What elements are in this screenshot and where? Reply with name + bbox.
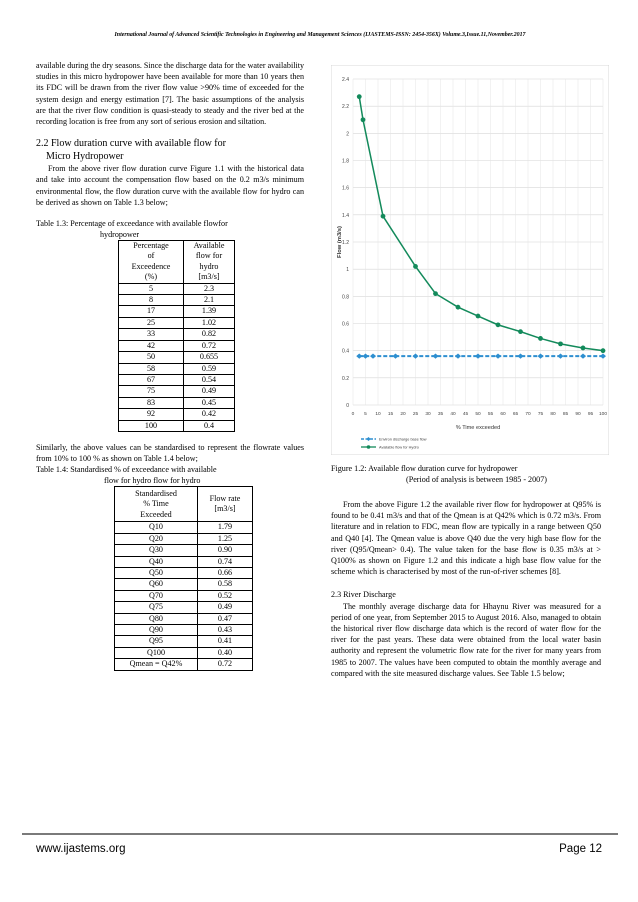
y-tick-label: 0.4	[342, 348, 349, 355]
table-1-3	[118, 240, 235, 432]
table-cell: Q100	[115, 647, 198, 658]
table-cell: 17	[119, 306, 184, 317]
left-column	[36, 60, 304, 671]
table-row	[115, 636, 253, 647]
table-1-4	[114, 486, 253, 670]
header-line: Standardised	[135, 488, 177, 498]
table-cell: 0.59	[184, 363, 235, 374]
table-cell: 0.4	[184, 420, 235, 431]
table-cell: 0.41	[198, 636, 253, 647]
available-flow-point	[361, 117, 366, 122]
caption-line-2: flow for hydro flow for hydro	[104, 476, 201, 486]
available-flow-point	[413, 264, 418, 269]
table-cell: 67	[119, 374, 184, 385]
caption-line-1: Table 1.4: Standardised % of exceedance with available	[36, 465, 217, 475]
table-cell: 1.79	[198, 522, 253, 533]
table-1-3-header-percentage	[119, 241, 184, 284]
table-cell: 83	[119, 397, 184, 408]
table-row	[119, 374, 235, 385]
header-line: flow for	[195, 251, 223, 261]
table-row	[115, 659, 253, 670]
table-row	[115, 533, 253, 544]
x-tick-label: 90	[575, 412, 581, 417]
available-flow-point	[601, 348, 606, 353]
table-cell: 1.25	[198, 533, 253, 544]
paragraph-water-availability: available during the dry seasons. Since the discharge data for the water availability studies in this micro hydropower have been available for more than 10 years then its FDC will be drawn from the river flow value >90% time of exceeded for the system design and energy estimation [7]. The basic assumptions of the analysis are that the river flow condition is quasi-steady to steady and the river bed at the recording location is free from any sort of serious erosion and siltation.	[36, 61, 304, 127]
legend-label-available-flow: Available flow for Hydro	[379, 445, 419, 450]
table-cell: 92	[119, 409, 184, 420]
table-row	[119, 420, 235, 431]
table-cell: 58	[119, 363, 184, 374]
table-cell: 1.39	[184, 306, 235, 317]
table-cell: 0.52	[198, 590, 253, 601]
table-cell: Q80	[115, 613, 198, 624]
table-cell: 0.49	[184, 386, 235, 397]
y-tick-label: 1.8	[342, 158, 349, 165]
table-cell: 0.42	[184, 409, 235, 420]
x-tick-label: 35	[437, 412, 444, 417]
x-tick-label: 100	[598, 412, 608, 417]
right-column	[331, 463, 601, 679]
available-flow-point	[496, 322, 501, 327]
table-cell: 2.3	[184, 283, 235, 294]
table-cell: 0.74	[198, 556, 253, 567]
table-row	[115, 625, 253, 636]
table-cell: 33	[119, 329, 184, 340]
table-row	[119, 352, 235, 363]
y-tick-label: 2	[346, 131, 349, 138]
paragraph-standardised: Similarly, the above values can be standardised to represent the flowrate values from 10% to 100 % as shown on Table 1.4 below;	[36, 442, 304, 464]
header-line: Exceedence	[131, 261, 171, 271]
available-flow-point	[433, 291, 438, 296]
x-tick-label: 0	[351, 412, 355, 417]
table-cell: Q40	[115, 556, 198, 567]
table-row	[119, 306, 235, 317]
table-cell: Q95	[115, 636, 198, 647]
table-cell: 0.58	[198, 579, 253, 590]
paragraph-fdc-available: From the above river flow duration curve Figure 1.1 with the historical data and take into account the compensation flow based on the 0.2 m3/s minimum environmental flow, the flow duration curve with the available flow for hydro can be derived as shown on Table 1.3 below;	[36, 164, 304, 207]
caption-line-2: hydropower	[100, 230, 140, 240]
table-row	[119, 409, 235, 420]
table-row	[115, 545, 253, 556]
journal-header: International Journal of Advanced Scientific Technologies in Engineering and Management Sciences (IJASTEMS-ISSN: 2454-356X) Volume.3,Issue.11,November.2017	[114, 32, 526, 38]
x-tick-label: 20	[400, 412, 406, 417]
table-row	[115, 556, 253, 567]
table-cell: 0.66	[198, 567, 253, 578]
header-line: [m3/s]	[214, 504, 236, 514]
header-line: Available	[193, 241, 225, 251]
heading-line-2: Micro Hydropower	[46, 151, 124, 163]
flow-duration-chart	[331, 65, 609, 455]
table-cell: 0.72	[198, 659, 253, 670]
y-tick-label: 1.2	[342, 240, 349, 246]
table-row	[119, 397, 235, 408]
table-1-4-header-flow	[198, 487, 253, 522]
table-cell: Q30	[115, 545, 198, 556]
table-cell: Q90	[115, 625, 198, 636]
section-heading-2-3: 2.3 River Discharge	[331, 590, 396, 600]
caption-line-1: Table 1.3: Percentage of exceedance with available flowfor	[36, 219, 228, 229]
y-tick-label: 0.2	[342, 375, 349, 382]
table-cell: 0.47	[198, 613, 253, 624]
table-row	[119, 386, 235, 397]
caption-line-2: (Period of analysis is between 1985 - 2007)	[406, 475, 547, 484]
table-cell: 100	[119, 420, 184, 431]
header-line: Flow rate	[209, 493, 241, 503]
table-row	[119, 340, 235, 351]
table-cell: 0.655	[184, 352, 235, 363]
chart-frame	[331, 65, 609, 455]
header-line: hydro	[199, 261, 219, 271]
x-tick-label: 55	[487, 412, 494, 417]
header-line: Percentage	[133, 241, 169, 251]
table-row	[119, 283, 235, 294]
x-tick-label: 45	[462, 412, 469, 417]
available-flow-point	[381, 214, 386, 219]
heading-line-1: 2.2 Flow duration curve with available flow for	[36, 138, 226, 150]
table-cell: 2.1	[184, 295, 235, 306]
y-tick-label: 0.8	[342, 294, 349, 301]
table-1-3-header-flow	[184, 241, 235, 284]
y-tick-label: 1	[346, 267, 349, 274]
x-axis-label: % Time exceeded	[455, 425, 501, 431]
footer-page-number: Page 12	[559, 843, 602, 855]
table-cell: 42	[119, 340, 184, 351]
x-tick-label: 65	[512, 412, 519, 417]
header-line: of	[147, 251, 155, 261]
table-cell: 8	[119, 295, 184, 306]
table-cell: Q20	[115, 533, 198, 544]
table-1-3-caption	[36, 218, 304, 240]
footer-url[interactable]: www.ijastems.org	[36, 843, 126, 855]
header-line: (%)	[144, 272, 158, 282]
header-line: [m3/s]	[198, 272, 220, 282]
table-1-4-caption	[36, 464, 304, 486]
table-row	[115, 579, 253, 590]
table-row	[119, 295, 235, 306]
x-tick-label: 75	[537, 412, 544, 417]
section-heading-2-2	[36, 137, 304, 163]
x-tick-label: 60	[500, 412, 506, 417]
x-tick-label: 85	[562, 412, 569, 417]
table-cell: 0.72	[184, 340, 235, 351]
available-flow-point	[581, 346, 586, 351]
x-tick-label: 70	[525, 412, 531, 417]
header-line: Exceeded	[140, 509, 172, 519]
table-cell: Qmean = Q42%	[115, 659, 198, 670]
y-tick-label: 0	[346, 403, 349, 409]
available-flow-point	[518, 329, 523, 334]
table-cell: 0.40	[198, 647, 253, 658]
footer-divider	[22, 833, 618, 835]
figure-1-2-caption	[331, 463, 601, 485]
y-tick-label: 2.2	[342, 104, 349, 111]
table-cell: 50	[119, 352, 184, 363]
x-tick-label: 80	[550, 412, 556, 417]
table-1-4-header-exceeded	[115, 487, 198, 522]
table-row	[115, 602, 253, 613]
x-tick-label: 30	[425, 412, 431, 417]
y-axis-label: Flow (m3/s)	[337, 226, 343, 258]
table-cell: 0.49	[198, 602, 253, 613]
available-flow-point	[456, 305, 461, 310]
table-row	[119, 363, 235, 374]
table-cell: Q10	[115, 522, 198, 533]
table-row	[115, 647, 253, 658]
table-cell: 0.54	[184, 374, 235, 385]
table-cell: 25	[119, 317, 184, 328]
caption-line-1: Figure 1.2: Available flow duration curve for hydropower	[331, 464, 518, 473]
legend-marker-available-flow	[367, 445, 371, 449]
available-flow-point	[558, 341, 563, 346]
table-row	[119, 329, 235, 340]
table-row	[115, 567, 253, 578]
flow-duration-chart-svg	[331, 65, 609, 455]
table-row	[119, 317, 235, 328]
y-tick-label: 0.6	[342, 321, 349, 328]
table-cell: 5	[119, 283, 184, 294]
table-cell: Q70	[115, 590, 198, 601]
table-row	[115, 590, 253, 601]
available-flow-point	[357, 94, 362, 99]
paragraph-river-discharge: The monthly average discharge data for Hhaynu River was measured for a period of one year, from September 2015 to August 2016. Also, managed to obtain the historical river flow discharge data which is the record of water flow for the river for the past years. These data were obtained from the local water basin authority and represent the volumetric flow rate for the river for many years from 1985 to 2007. The values have been computed to obtain the monthly average and compared with the site measured discharge values. See Table 1.5 below;	[331, 601, 601, 678]
available-flow-point	[538, 336, 543, 341]
table-cell: 0.82	[184, 329, 235, 340]
x-tick-label: 10	[375, 412, 381, 417]
header-line: % Time	[143, 499, 169, 509]
table-cell: 75	[119, 386, 184, 397]
x-tick-label: 25	[412, 412, 419, 417]
available-flow-point	[476, 314, 481, 319]
x-tick-label: 50	[475, 412, 481, 417]
y-tick-label: 1.4	[342, 212, 349, 219]
table-cell: 0.90	[198, 545, 253, 556]
legend-label-base-flow: Environ discharge base flow	[379, 437, 427, 442]
table-row	[115, 613, 253, 624]
x-tick-label: 5	[364, 412, 367, 417]
y-tick-label: 2.4	[342, 77, 349, 83]
table-cell: 1.02	[184, 317, 235, 328]
table-cell: 0.43	[198, 625, 253, 636]
paragraph-fdc-result: From the above Figure 1.2 the available river flow for hydropower at Q95% is found to be 0.41 m3/s and that of the Qmean is at Q42% which is 0.72 m3/s. From literature and in relation to FDC, mean flow are typically in a range between Q50 and Q40 [4]. The Qmean value is above Q40 due the very high base flow for the river (Q95/Qmean> 0.4). The value taken for the base flow is 0.35 m3/s at > Q100% as shown on Figure 1.2 and this indicate a high base flow value for the scheme which is characterised by most of the run-of-river schemes [8].	[331, 500, 601, 577]
y-tick-label: 1.6	[342, 185, 349, 192]
table-cell: Q50	[115, 567, 198, 578]
table-cell: Q75	[115, 602, 198, 613]
table-row	[115, 522, 253, 533]
x-tick-label: 95	[587, 412, 594, 417]
x-tick-label: 15	[387, 412, 394, 417]
table-cell: Q60	[115, 579, 198, 590]
x-tick-label: 40	[450, 412, 456, 417]
table-cell: 0.45	[184, 397, 235, 408]
